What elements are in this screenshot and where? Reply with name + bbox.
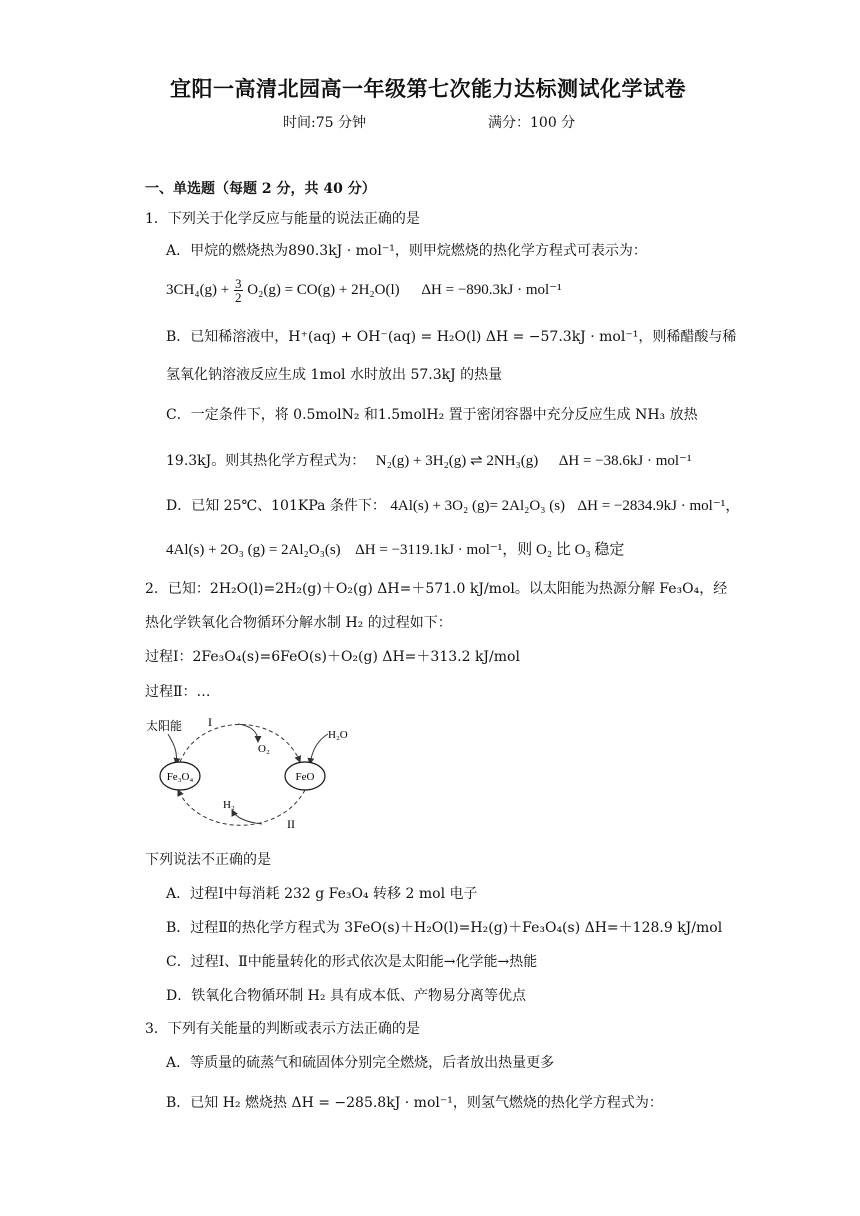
sun-arrow [168,734,177,764]
process-1: 过程Ⅰ：2Fe₃O₄(s)=6FeO(s)＋O₂(g) ΔH=＋313.2 kJ/mol [145,649,520,665]
q1-a-eq-right: O₂(g) = CO(g) + 2H₂O(l) [247,282,400,298]
question-1-stem: 1．下列关于化学反应与能量的说法正确的是 [145,211,420,227]
exam-score: 满分：100 分 [488,115,576,131]
question-3-stem: 3．下列有关能量的判断或表示方法正确的是 [145,1021,420,1037]
q1-option-b-line2: 氢氧化钠溶液反应生成 1mol 水时放出 57.3kJ 的热量 [166,367,503,383]
q1-option-a-equation [166,274,562,306]
q1-d-delta-h-1: ΔH = −2834.9kJ · mol⁻¹， [577,498,741,514]
q3-option-a: A．等质量的硫蒸气和硫固体分别完全燃烧，后者放出热量更多 [166,1055,555,1071]
q1-c-equation: N₂(g) + 3H₂(g) ⇌ 2NH₃(g) [375,453,539,469]
q1-d-equation-1: 4Al(s) + 3O₂ (g)= 2Al₂O₃ (s) [390,498,566,514]
h2o-arrow [310,734,328,764]
fraction-numerator: 3 [235,276,242,292]
q1-option-a-text: A．甲烷的燃烧热为890.3kJ · mol⁻¹，则甲烷燃烧的热化学方程式可表示为： [166,243,647,259]
fe3o4-label: Fe₃O₄ [166,771,194,783]
q1-c-text: 19.3kJ。则其热化学方程式为： [166,453,366,469]
process-2: 过程Ⅱ：… [145,684,211,700]
page-title: 宜阳一高清北园高一年级第七次能力达标测试化学试卷 [170,76,686,101]
q1-option-d-line2 [166,541,624,559]
fraction-denominator: 2 [235,290,242,306]
fraction [234,277,243,304]
q1-c-delta-h: ΔH = −38.6kJ · mol⁻¹ [558,453,692,469]
q2-option-c: C．过程Ⅰ、Ⅱ中能量转化的形式依次是太阳能→化学能→热能 [166,954,538,970]
q1-option-b-line1: B．已知稀溶液中，H⁺(aq) + OH⁻(aq) = H₂O(l) ΔH = −57.3kJ · mol⁻¹，则稀醋酸与稀 [166,329,737,345]
q1-d-equation-2: 4Al(s) + 2O₃ (g) = 2Al₂O₃(s) [166,542,341,558]
o2-label: O₂ [258,743,270,755]
q1-d-delta-h-2: ΔH = −3119.1kJ · mol⁻¹，则 O₂ 比 O₃ 稳定 [355,542,625,558]
q1-option-c-line1: C．一定条件下，将 0.5molN₂ 和1.5molH₂ 置于密闭容器中充分反应生成 NH₃ 放热 [166,407,698,423]
exam-time: 时间:75 分钟 [283,115,366,131]
h2-label: H₂ [223,799,235,811]
step-1-label: I [208,715,212,729]
question-2-ask: 下列说法不正确的是 [145,852,271,868]
question-2-stem-line2: 热化学铁氧化合物循环分解水制 H₂ 的过程如下： [145,615,452,631]
q2-option-a: A．过程Ⅰ中每消耗 232 g Fe₃O₄ 转移 2 mol 电子 [166,886,478,902]
section-heading: 一、单选题（每题 2 分，共 40 分） [145,181,376,197]
q1-option-d-line1 [166,497,740,515]
q2-option-b: B．过程Ⅱ的热化学方程式为 3FeO(s)＋H₂O(l)=H₂(g)＋Fe₃O₄(s) ΔH=＋128.9 kJ/mol [166,920,723,936]
h2-arrow [232,810,262,824]
bottom-dashed-arc [178,790,305,825]
q1-option-c-line2 [166,452,691,470]
q1-a-delta-h: ΔH = −890.3kJ · mol⁻¹ [421,282,562,298]
q1-a-eq-left: 3CH₄(g) + [166,282,230,298]
q3-option-b: B．已知 H₂ 燃烧热 ΔH = −285.8kJ · mol⁻¹，则氢气燃烧的热化学方程式为： [166,1095,663,1111]
sun-label: 太阳能 [146,719,183,733]
h2o-label: H₂O [328,729,348,741]
top-dashed-arc [180,725,300,763]
question-2-stem-line1: 2．已知：2H₂O(l)=2H₂(g)＋O₂(g) ΔH=＋571.0 kJ/mol。以太阳能为热源分解 Fe₃O₄，经 [145,581,728,597]
q1-d-text: D．已知 25℃、101KPa 条件下： [166,498,386,514]
o2-arrow [238,724,258,742]
iron-oxide-cycle-diagram [140,712,370,834]
feo-label: FeO [295,771,315,783]
q2-option-d: D．铁氧化合物循环制 H₂ 具有成本低、产物易分离等优点 [166,988,526,1004]
step-2-label: II [287,817,295,831]
